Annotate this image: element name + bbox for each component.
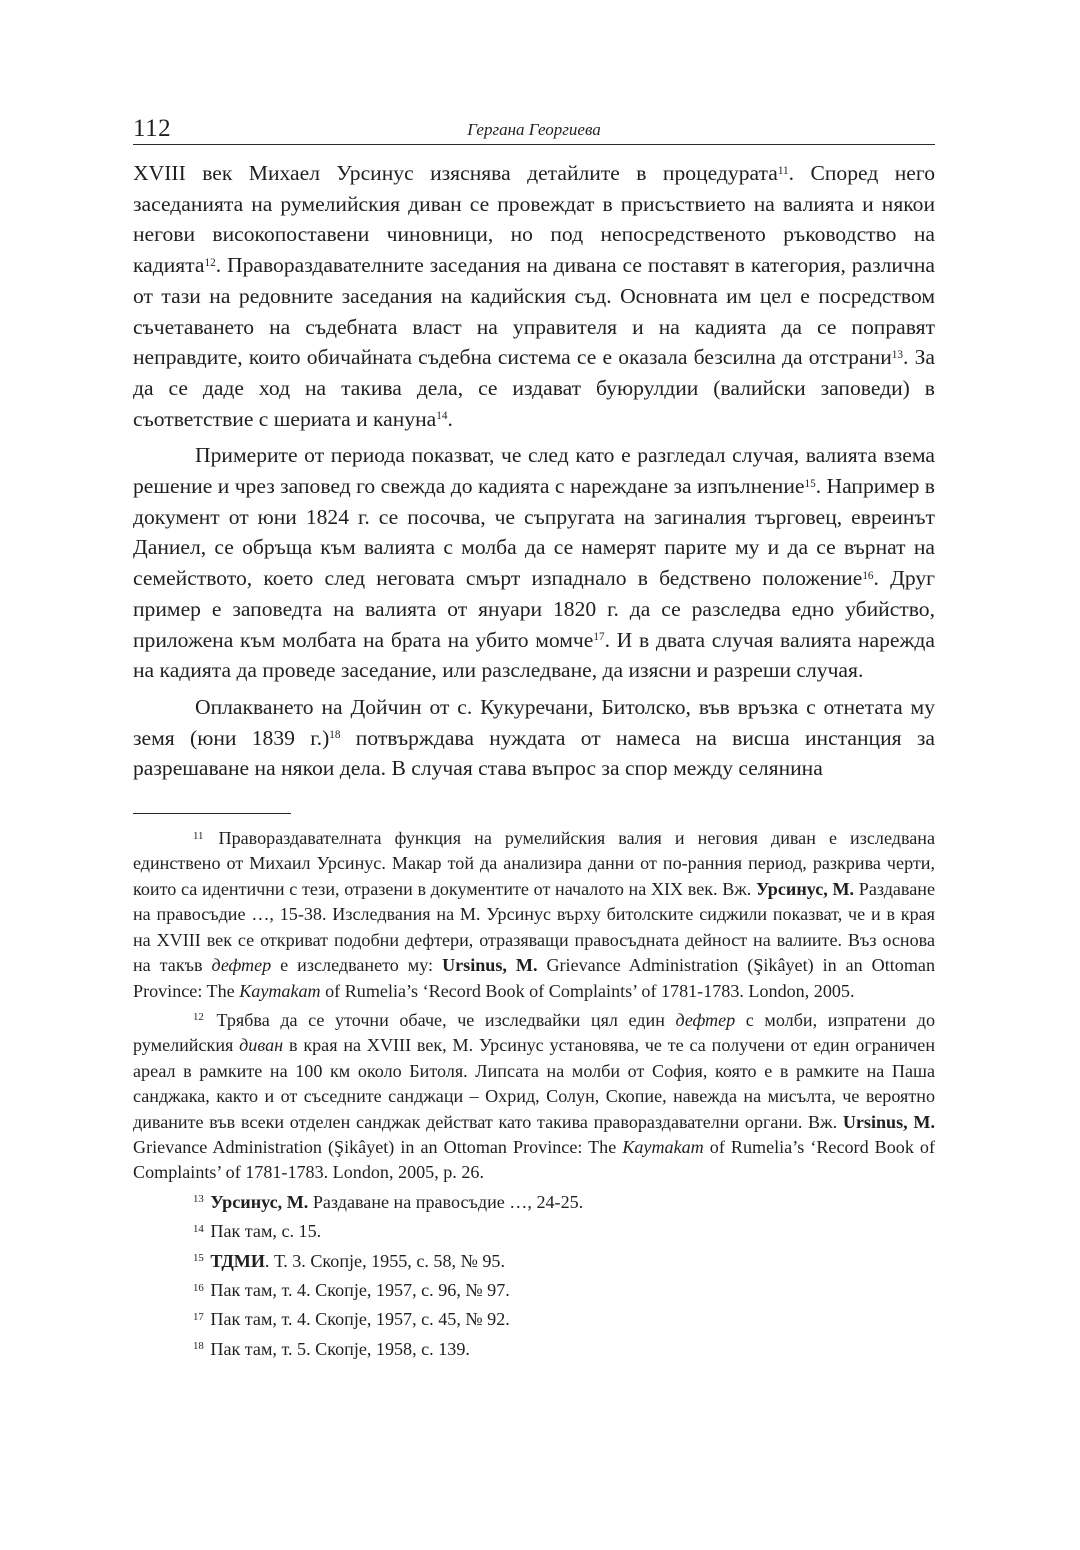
text-run: Правораздавателната функция на румелийския валия и неговия диван е изследвана единствено от Михаил Урсинус. Макар той да анализира данни от по-ранния период, разкрива черти, които са идентични с тези, отразени в документите от началото на XIX век. Вж. (133, 828, 935, 899)
text-run: потвърждава нуждата от намеса на висша инстанция за разрешаване на някои дела. В случая става въпрос за спор между селянина (133, 725, 935, 781)
page-header (133, 112, 935, 145)
text-run: Раздаване на правосъдие …, 15-38. Изследвания на М. Урсинус върху битолските сиджили показват, че и в края на XVIII век се откриват подобни дефтери, отразяващи правосъдната дейност на валиите. Въз основа на такъв (133, 878, 935, 976)
author-name: Ursinus, M. (442, 955, 538, 976)
text-run: Grievance Administration (Şikâyet) in an Ottoman Province: The (133, 1136, 623, 1157)
italic-term: дефтер (211, 955, 272, 976)
footnote-14 (133, 1219, 935, 1244)
footnote-number: 14 (193, 1222, 204, 1235)
footnote-ref-17[interactable]: 17 (593, 631, 605, 644)
text-run: Grievance Administration (Şikâyet) in an Ottoman Province: The (133, 955, 935, 1001)
footnote-15 (133, 1249, 935, 1274)
footnote-ref-16[interactable]: 16 (862, 569, 874, 582)
text-run: XVIII век Михаел Урсинус изяснява детайлите в процедурата (133, 161, 778, 185)
page-number: 112 (133, 115, 172, 142)
text-run: . Правораздавателните заседания на дивана се поставят в категория, различна от тази на редовните заседания на кадийския съд. Основната им цел е посредством съчетаването на съдебната власт на управителя и на кадията да се поправят неправдите, които обичайната съдебна система се е оказала безсилна да отстрани (133, 253, 935, 370)
italic-term: Kaymakam (622, 1136, 704, 1157)
running-head: Гергана Георгиева (467, 120, 601, 139)
text-run: . Друг пример е заповедта на валията от януари 1820 г. да се разследва едно убийство, приложена към молбата на брата на убито момче (133, 566, 935, 652)
footnote-number: 18 (193, 1340, 204, 1353)
footnote-ref-12[interactable]: 12 (204, 256, 216, 269)
paragraph-3 (133, 692, 935, 784)
page (133, 112, 935, 1362)
footnote-number: 11 (193, 829, 204, 842)
text-run: Раздаване на правосъдие …, 24-25. (308, 1191, 584, 1212)
footnote-number: 16 (193, 1281, 204, 1294)
text-run: Пак там, с. 15. (210, 1221, 322, 1242)
italic-term: Kaymakam (239, 980, 321, 1001)
footnote-12 (133, 1008, 935, 1186)
text-run: . Според него заседанията на румелийския диван се провеждат в присъствието на валията и някои негови високопоставени чиновници, но под непосредственото ръководство на кадията (133, 161, 935, 278)
footnote-11 (133, 826, 935, 1004)
text-run: Примерите от периода показват, че след като е разгледал случая, валията взема решение и чрез заповед го свежда до кадията с нареждане за изпълнение (133, 443, 935, 499)
text-run: Пак там, т. 5. Скопје, 1958, с. 139. (210, 1338, 470, 1359)
footnote-13 (133, 1190, 935, 1215)
text-run: Оплакването на Дойчин от с. Кукуречани, Битолско, във връзка с отнетата му земя (юни 1839 г.) (133, 694, 935, 750)
footnote-ref-15[interactable]: 15 (804, 477, 816, 490)
text-run: Пак там, т. 4. Скопје, 1957, с. 45, № 92. (210, 1309, 510, 1330)
footnote-ref-18[interactable]: 18 (329, 729, 341, 742)
footnote-number: 15 (193, 1252, 204, 1265)
paragraph-1 (133, 158, 935, 434)
text-run: of Rumelia’s ‘Record Book of Complaints’ of 1781-1783. London, 2005, p. 26. (133, 1136, 936, 1183)
text-run: . И в двата случая валията нарежда на кадията да проведе заседание, или разследване, да изясни и разреши случая. (133, 627, 935, 683)
footnote-ref-13[interactable]: 13 (891, 349, 903, 362)
paragraph-2 (133, 440, 935, 686)
author-name: Урсинус, М. (756, 878, 855, 899)
footnotes (133, 826, 935, 1362)
text-run: Трябва да се уточни обаче, че изследвайки цял един (205, 1009, 676, 1030)
italic-term: диван (239, 1035, 284, 1056)
footnote-18 (133, 1337, 935, 1362)
text-run: . (447, 406, 453, 431)
footnote-number: 17 (193, 1310, 204, 1323)
text-run: в края на XVIII век, М. Урсинус установява, че те са получени от един ограничен ареал в рамките на 100 км около Битоля. Липсата на молби от София, която е в рамките на Паша санджака, както и от съседните санджаци – Охрид, Солун, Скопие, навежда на мисълта, че вероятно диваните във всеки отделен санджак действат като такива правораздавателни органи. Вж. (133, 1035, 935, 1132)
footnote-17 (133, 1307, 935, 1332)
footnote-divider (133, 813, 291, 814)
text-run: . За да се даде ход на такива дела, се издават буюрулдии (валийски заповеди) в съответствие с шериата и кануна (133, 345, 935, 431)
footnote-number: 12 (193, 1011, 204, 1024)
text-run: . Например в документ от юни 1824 г. се посочва, че съпругата на загиналия търговец, евреинът Даниел, се обръща към валията с молба да се намерят парите му и да се върнат на семейството, което след неговата смърт изпаднало в бедствено положение (133, 474, 935, 591)
source-abbrev: ТДМИ (210, 1250, 265, 1271)
text-run: . Т. 3. Скопје, 1955, с. 58, № 95. (264, 1250, 505, 1271)
text-run: of Rumelia’s ‘Record Book of Complaints’ of 1781-1783. London, 2005. (320, 980, 855, 1001)
author-name: Урсинус, М. (210, 1191, 309, 1212)
footnote-16 (133, 1278, 935, 1303)
footnote-number: 13 (193, 1193, 204, 1206)
text-run: с молби, изпратени до румелийския (133, 1009, 935, 1056)
author-name: Ursinus, M. (842, 1111, 935, 1132)
footnote-ref-14[interactable]: 14 (436, 410, 448, 423)
text-run: е изследването му: (271, 955, 443, 976)
text-run: Пак там, т. 4. Скопје, 1957, с. 96, № 97. (210, 1279, 510, 1300)
footnote-ref-11[interactable]: 11 (777, 164, 789, 177)
italic-term: дефтер (675, 1009, 736, 1030)
body-text (133, 158, 935, 784)
